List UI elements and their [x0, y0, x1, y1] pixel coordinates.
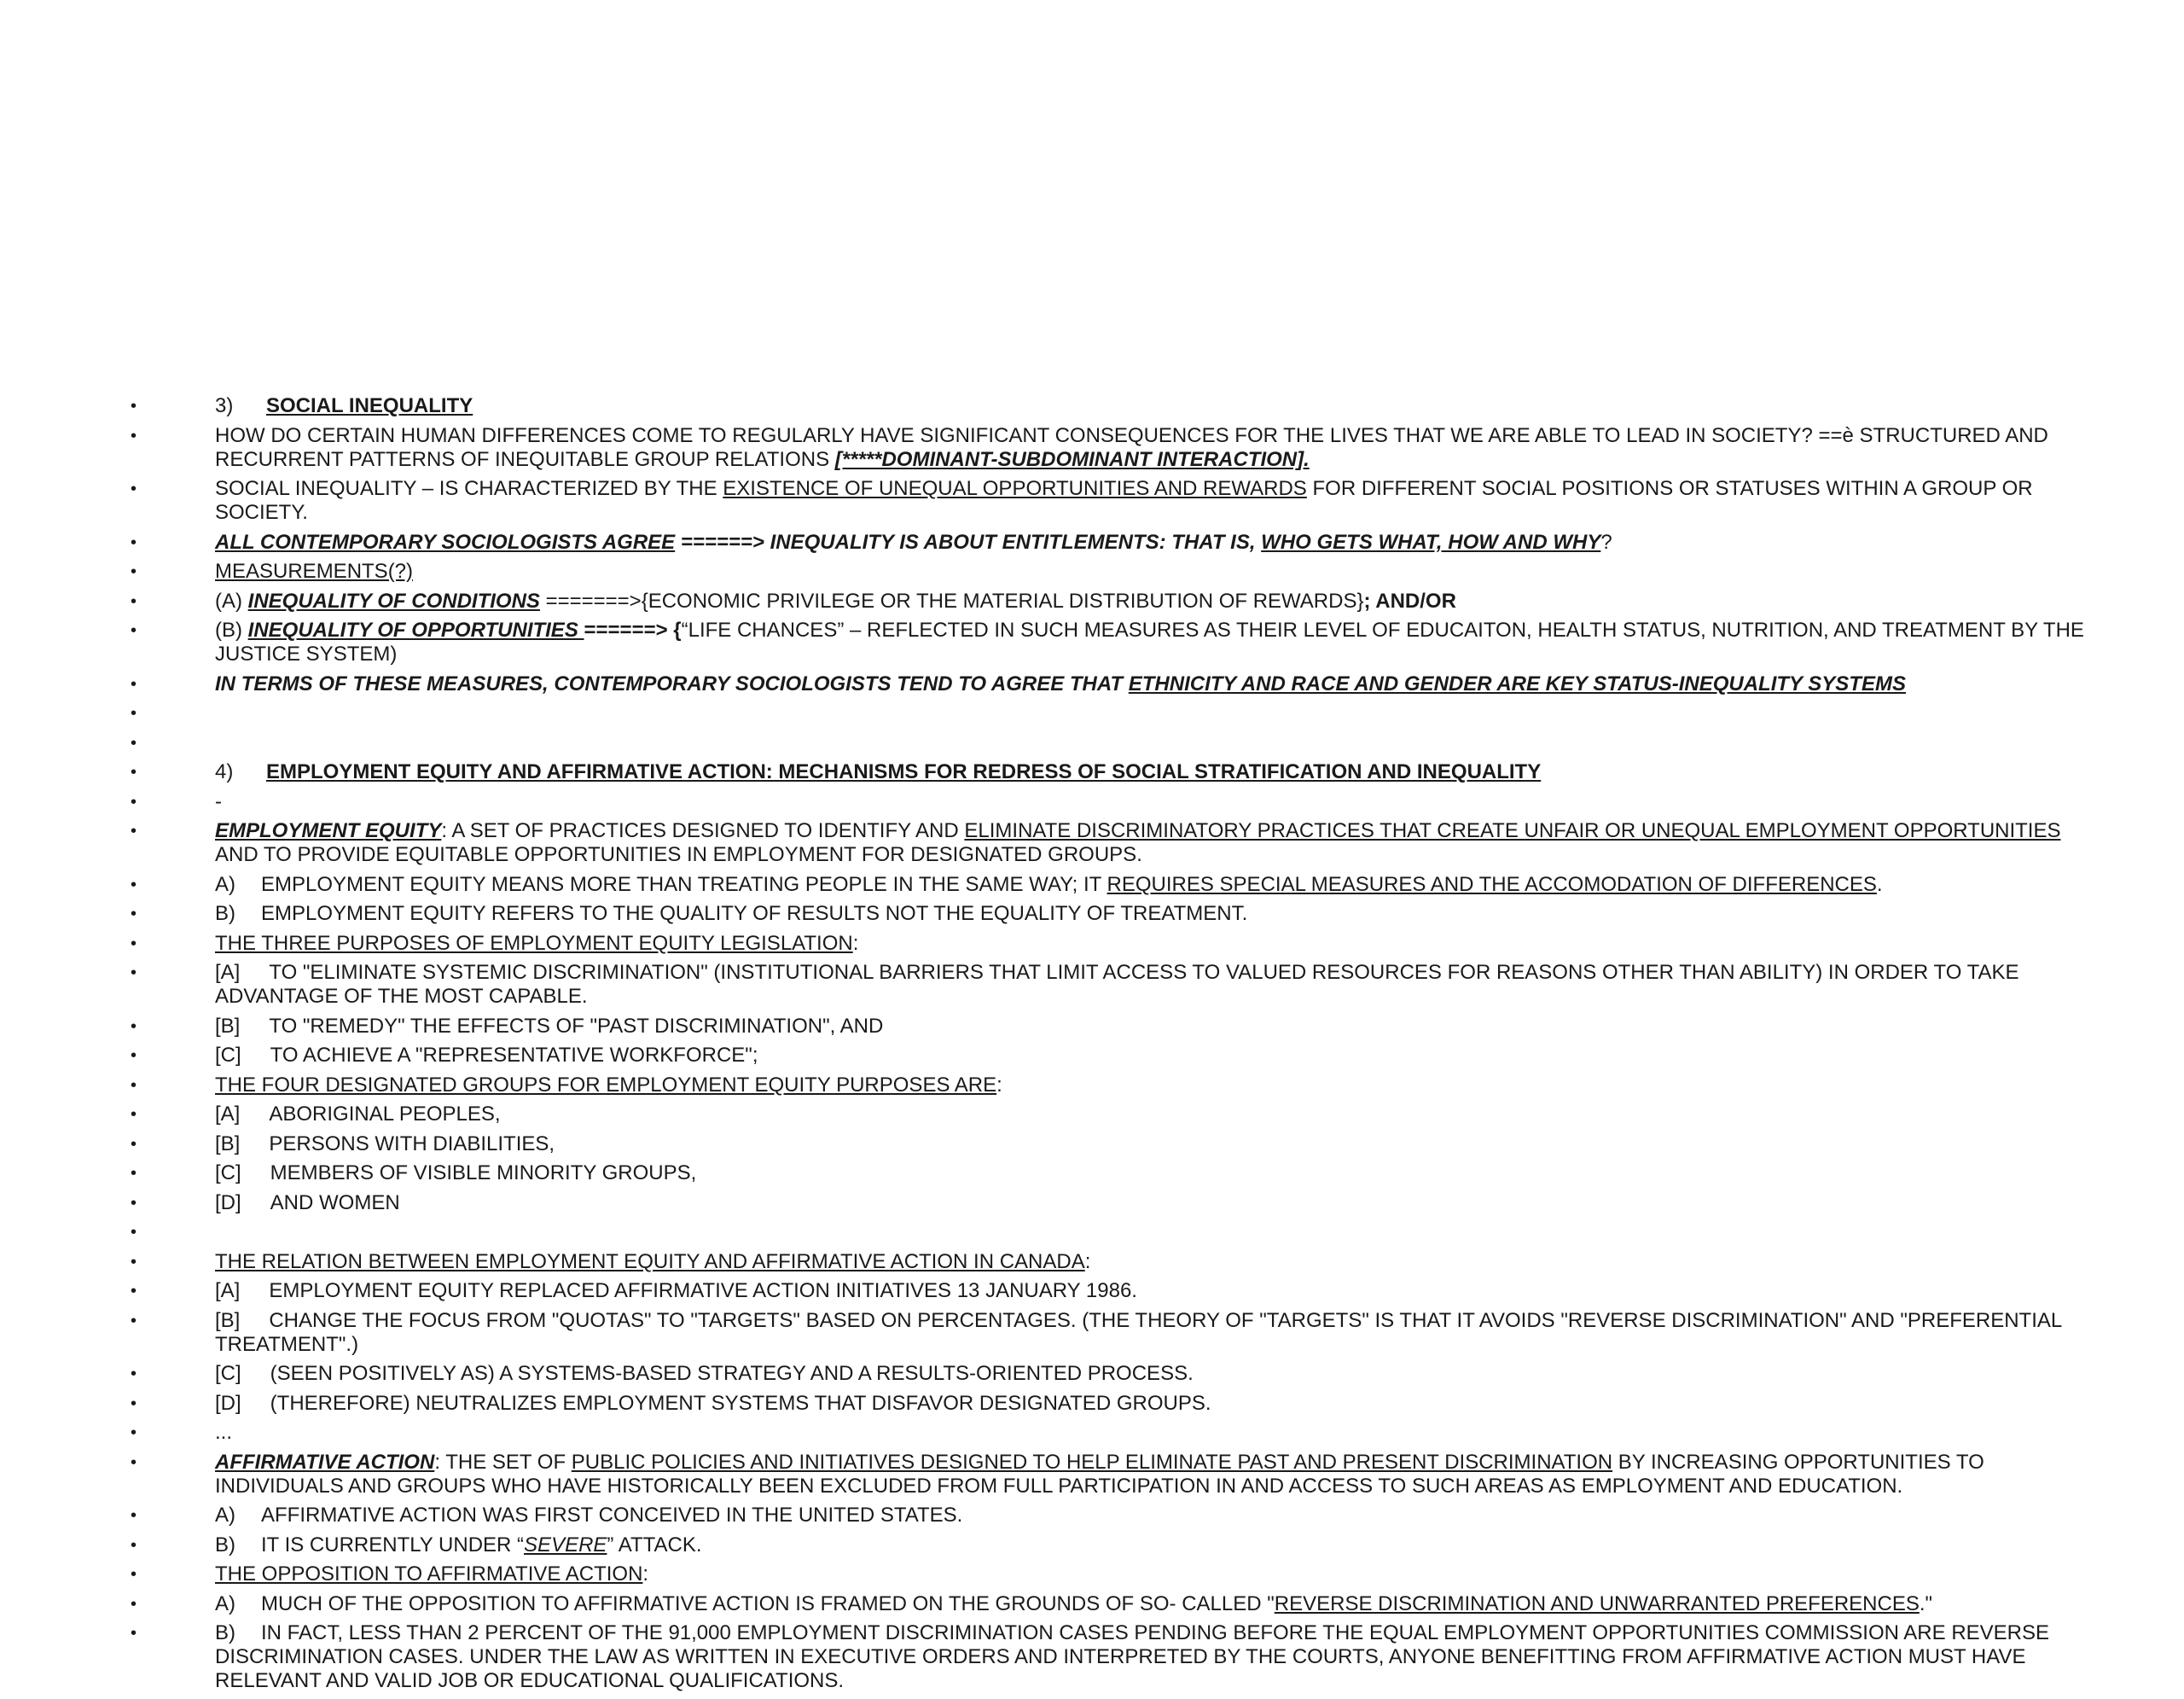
section-heading: EMPLOYMENT EQUITY AND AFFIRMATIVE ACTION: MECHANISMS FOR REDRESS OF SOCIAL STRATIFICATION AND INEQUALITY: [266, 760, 1542, 783]
item-marker: [C]: [215, 1161, 241, 1184]
emphasis-text: ======> INEQUALITY IS ABOUT ENTITLEMENTS: THAT IS,: [675, 530, 1262, 554]
list-item: [128, 1191, 2090, 1215]
list-item: [128, 1132, 2090, 1156]
text-run: EMPLOYMENT EQUITY REPLACED AFFIRMATIVE ACTION INITIATIVES 13 JANUARY 1986.: [269, 1279, 1137, 1302]
list-item: [128, 902, 2090, 926]
bullet-dot: •: [131, 397, 137, 416]
list-item: [128, 873, 2090, 897]
list-item: [128, 1451, 2090, 1498]
bullet-dot: •: [131, 1311, 137, 1330]
list-item: [128, 932, 2090, 956]
list-item: [128, 1279, 2090, 1303]
text-run: MUCH OF THE OPPOSITION TO AFFIRMATIVE ACTION IS FRAMED ON THE GROUNDS OF SO- CALLED ": [261, 1591, 1275, 1615]
term-text: AFFIRMATIVE ACTION: [215, 1450, 435, 1474]
text-run: =======>{ECONOMIC PRIVILEGE OR THE MATERIAL DISTRIBUTION OF REWARDS}: [539, 589, 1364, 613]
list-item: [128, 790, 2090, 814]
text-run: IN FACT, LESS THAN 2 PERCENT OF THE 91,000 EMPLOYMENT DISCRIMINATION CASES PENDING BEFORE THE EQUAL EMPLOYMENT OPPORTUNITIES COMMISSION ARE REVERSE DISCRIMINATION CASES. UNDER THE LAW AS WRITTEN IN EXECUTIVE ORDERS AND INTERPRETED BY THE COURTS, ANYONE BENEFITTING FROM AFFIRMATIVE ACTION MUST HAVE RELEVANT AND VALID JOB OR EDUCATIONAL QUALIFICATIONS.: [215, 1621, 2050, 1692]
underlined-text: ELIMINATE DISCRIMINATORY PRACTICES THAT CREATE UNFAIR OR UNEQUAL EMPLOYMENT OPPORTUNITIES: [964, 819, 2061, 842]
text-run: IT IS CURRENTLY UNDER “: [261, 1533, 525, 1556]
bullet-dot: •: [131, 1565, 137, 1584]
list-item: [128, 1533, 2090, 1557]
item-marker: [A]: [215, 1279, 241, 1302]
text-run: “LIFE CHANCES” – REFLECTED IN SUCH MEASURES AS THEIR LEVEL OF EDUCAITON, HEALTH STATUS, NUTRITION, AND TREATMENT BY THE JUSTICE SYSTEM): [215, 619, 2084, 666]
bullet-dot: •: [131, 1134, 137, 1154]
bullet-dot: •: [131, 621, 137, 640]
bullet-dot: •: [131, 704, 137, 723]
item-marker: [B]: [215, 1014, 241, 1038]
underlined-text: MEASUREMENTS(?): [215, 560, 414, 583]
list-item: [128, 1220, 2090, 1244]
item-marker: B): [215, 902, 235, 925]
list-item: [128, 701, 2090, 725]
list-item: [128, 1044, 2090, 1068]
list-item: [128, 1562, 2090, 1586]
section-heading: SOCIAL INEQUALITY: [266, 394, 473, 417]
bold-text: ; AND/OR: [1363, 589, 1456, 613]
bullet-dot: •: [131, 1364, 137, 1383]
bullet-dot: •: [131, 1506, 137, 1525]
item-marker: [D]: [215, 1391, 241, 1415]
bullet-dot: •: [131, 1223, 137, 1242]
text-run: HOW DO CERTAIN HUMAN DIFFERENCES COME TO REGULARLY HAVE SIGNIFICANT CONSEQUENCES FOR THE LIVES THAT WE ARE ABLE TO LEAD IN SOCIETY? ==è STRUCTURED AND RECURRENT PATTERNS OF INEQUITABLE GROUP RELATIONS: [215, 423, 2048, 471]
emphasis-text: INEQUALITY OF OPPORTUNITIES: [247, 619, 584, 642]
list-item: [128, 619, 2090, 666]
bullet-dot: •: [131, 591, 137, 611]
list-item: [128, 531, 2090, 555]
emphasis-text: IN TERMS OF THESE MEASURES, CONTEMPORARY SOCIOLOGISTS TEND TO AGREE THAT: [215, 672, 1129, 695]
text-run: (THEREFORE) NEUTRALIZES EMPLOYMENT SYSTEMS THAT DISFAVOR DESIGNATED GROUPS.: [270, 1391, 1211, 1415]
bullet-dot: •: [131, 674, 137, 694]
underlined-text: PUBLIC POLICIES AND INITIATIVES DESIGNED TO HELP ELIMINATE PAST AND PRESENT DISCRIMINATION: [571, 1450, 1613, 1474]
list-item: [128, 1504, 2090, 1527]
list-item: [128, 961, 2090, 1009]
bullet-dot: •: [131, 562, 137, 581]
text-run: EMPLOYMENT EQUITY REFERS TO THE QUALITY OF RESULTS NOT THE EQUALITY OF TREATMENT.: [261, 902, 1248, 925]
subheading: THE RELATION BETWEEN EMPLOYMENT EQUITY AND AFFIRMATIVE ACTION IN CANADA: [215, 1249, 1085, 1273]
text-run: AND WOMEN: [270, 1190, 400, 1214]
list-item: [128, 1592, 2090, 1616]
subheading: THE FOUR DESIGNATED GROUPS FOR EMPLOYMENT EQUITY PURPOSES ARE: [215, 1073, 997, 1097]
section-number: 3): [215, 394, 234, 417]
item-marker: [B]: [215, 1308, 241, 1332]
bullet-dot: •: [131, 1452, 137, 1472]
item-marker: B): [215, 1533, 235, 1556]
text-run: MEMBERS OF VISIBLE MINORITY GROUPS,: [270, 1161, 697, 1184]
text-run: TO "ELIMINATE SYSTEMIC DISCRIMINATION" (INSTITUTIONAL BARRIERS THAT LIMIT ACCESS TO VALUED RESOURCES FOR REASONS OTHER THAN ABILITY) IN ORDER TO TAKE ADVANTAGE OF THE MOST CAPABLE.: [215, 961, 2019, 1008]
bullet-dot: •: [131, 792, 137, 812]
item-marker: [C]: [215, 1362, 241, 1385]
bullet-dot: •: [131, 1105, 137, 1124]
bullet-dot: •: [131, 905, 137, 923]
item-marker: A): [215, 1591, 235, 1615]
list-item: [128, 560, 2090, 584]
list-item: [128, 819, 2090, 867]
text-run: :: [642, 1562, 649, 1586]
dash-text: -: [215, 789, 222, 813]
list-item: [128, 1621, 2090, 1693]
text-run: .": [1919, 1591, 1933, 1615]
text-run: FOR DIFFERENT SOCIAL POSITIONS OR STATUSES WITHIN A GROUP OR SOCIETY.: [215, 477, 2033, 524]
bullet-dot: •: [131, 763, 137, 782]
text-run: SOCIAL INEQUALITY – IS CHARACTERIZED BY THE: [215, 477, 723, 500]
text-run: TO "REMEDY" THE EFFECTS OF "PAST DISCRIMINATION", AND: [269, 1014, 884, 1038]
list-item: [128, 1250, 2090, 1274]
bullet-dot: •: [131, 1164, 137, 1183]
emphasis-text: [*****DOMINANT-SUBDOMINANT INTERACTION].: [834, 447, 1310, 471]
bullet-dot: •: [131, 1282, 137, 1300]
text-run: TO ACHIEVE A "REPRESENTATIVE WORKFORCE";: [270, 1044, 758, 1067]
list-item: [128, 590, 2090, 614]
list-item: [128, 1015, 2090, 1039]
list-item: [128, 760, 2090, 784]
text-run: (A): [215, 589, 248, 613]
text-run: ABORIGINAL PEOPLES,: [269, 1103, 501, 1126]
list-item: [128, 424, 2090, 472]
bullet-dot: •: [131, 934, 137, 953]
list-item: [128, 1421, 2090, 1445]
item-marker: [A]: [215, 961, 241, 984]
text-run: :: [852, 931, 859, 955]
item-marker: [A]: [215, 1103, 241, 1126]
text-run: : THE SET OF: [434, 1450, 572, 1474]
bullet-dot: •: [131, 1046, 137, 1065]
bullet-dot: •: [131, 1394, 137, 1413]
list-item: [128, 731, 2090, 755]
emphasis-text: SEVERE: [524, 1533, 607, 1556]
bullet-dot: •: [131, 1252, 137, 1271]
bullet-dot: •: [131, 733, 137, 753]
item-marker: [B]: [215, 1132, 241, 1155]
bullet-dot: •: [131, 1016, 137, 1036]
text-run: CHANGE THE FOCUS FROM "QUOTAS" TO "TARGETS" BASED ON PERCENTAGES. (THE THEORY OF "TARGETS" IS THAT IT AVOIDS "REVERSE DISCRIMINATION" AND "PREFERENTIAL TREATMENT".): [215, 1308, 2062, 1356]
bullet-dot: •: [131, 1193, 137, 1213]
text-run: EMPLOYMENT EQUITY MEANS MORE THAN TREATING PEOPLE IN THE SAME WAY; IT: [261, 872, 1107, 896]
bullet-dot: •: [131, 875, 137, 894]
list-item: [128, 394, 2090, 418]
bold-text: ======> {: [584, 619, 682, 642]
list-item: [128, 1392, 2090, 1416]
text-run: :: [996, 1073, 1002, 1097]
text-run: : A SET OF PRACTICES DESIGNED TO IDENTIFY AND: [441, 819, 965, 842]
underlined-text: REQUIRES SPECIAL MEASURES AND THE ACCOMODATION OF DIFFERENCES: [1107, 872, 1877, 896]
term-text: EMPLOYMENT EQUITY: [215, 819, 442, 842]
list-item: [128, 672, 2090, 696]
text-run: PERSONS WITH DIABILITIES,: [269, 1132, 555, 1155]
section-number: 4): [215, 760, 234, 783]
subheading: THE THREE PURPOSES OF EMPLOYMENT EQUITY LEGISLATION: [215, 931, 853, 955]
text-run: AFFIRMATIVE ACTION WAS FIRST CONCEIVED IN THE UNITED STATES.: [261, 1504, 963, 1527]
text-run: :: [1084, 1249, 1091, 1273]
item-marker: A): [215, 872, 235, 896]
text-run: (B): [215, 619, 248, 642]
text-run: (SEEN POSITIVELY AS) A SYSTEMS-BASED STRATEGY AND A RESULTS-ORIENTED PROCESS.: [270, 1362, 1194, 1385]
bullet-dot: •: [131, 1423, 137, 1442]
bullet-dot: •: [131, 963, 137, 982]
emphasis-text: INEQUALITY OF CONDITIONS: [247, 589, 540, 613]
text-run: BY INCREASING OPPORTUNITIES TO INDIVIDUALS AND GROUPS WHO HAVE HISTORICALLY BEEN EXCLUDED FROM FULL PARTICIPATION IN AND ACCESS TO SUCH AREAS AS EMPLOYMENT AND EDUCATION.: [215, 1450, 1984, 1498]
item-marker: B): [215, 1621, 235, 1644]
text-run: ?: [1600, 530, 1612, 554]
emphasis-text: WHO GETS WHAT, HOW AND WHY: [1261, 530, 1601, 554]
ellipsis-text: ...: [215, 1421, 233, 1444]
item-marker: [D]: [215, 1190, 241, 1214]
bullet-dot: •: [131, 426, 137, 445]
item-marker: A): [215, 1504, 235, 1527]
text-run: .: [1876, 872, 1883, 896]
bullet-dot: •: [131, 822, 137, 841]
text-run: ” ATTACK.: [607, 1533, 702, 1556]
text-run: AND TO PROVIDE EQUITABLE OPPORTUNITIES IN EMPLOYMENT FOR DESIGNATED GROUPS.: [215, 843, 1142, 866]
list-item: [128, 1161, 2090, 1185]
list-item: [128, 1309, 2090, 1357]
subheading: THE OPPOSITION TO AFFIRMATIVE ACTION: [215, 1562, 643, 1586]
bullet-dot: •: [131, 1594, 137, 1614]
underlined-text: REVERSE DISCRIMINATION AND UNWARRANTED PREFERENCES: [1274, 1591, 1920, 1615]
bullet-list: [128, 394, 2090, 1699]
emphasis-text: ETHNICITY AND RACE AND GENDER ARE KEY STATUS-INEQUALITY SYSTEMS: [1128, 672, 1906, 695]
underlined-text: EXISTENCE OF UNEQUAL OPPORTUNITIES AND REWARDS: [723, 477, 1307, 500]
bullet-dot: •: [131, 1075, 137, 1095]
list-item: [128, 1103, 2090, 1126]
list-item: [128, 1074, 2090, 1097]
bullet-dot: •: [131, 480, 137, 498]
bullet-dot: •: [131, 1535, 137, 1555]
item-marker: [C]: [215, 1044, 241, 1067]
bullet-dot: •: [131, 532, 137, 552]
bullet-dot: •: [131, 1624, 137, 1643]
list-item: [128, 1362, 2090, 1386]
emphasis-text: ALL CONTEMPORARY SOCIOLOGISTS AGREE: [215, 530, 676, 554]
list-item: [128, 477, 2090, 525]
